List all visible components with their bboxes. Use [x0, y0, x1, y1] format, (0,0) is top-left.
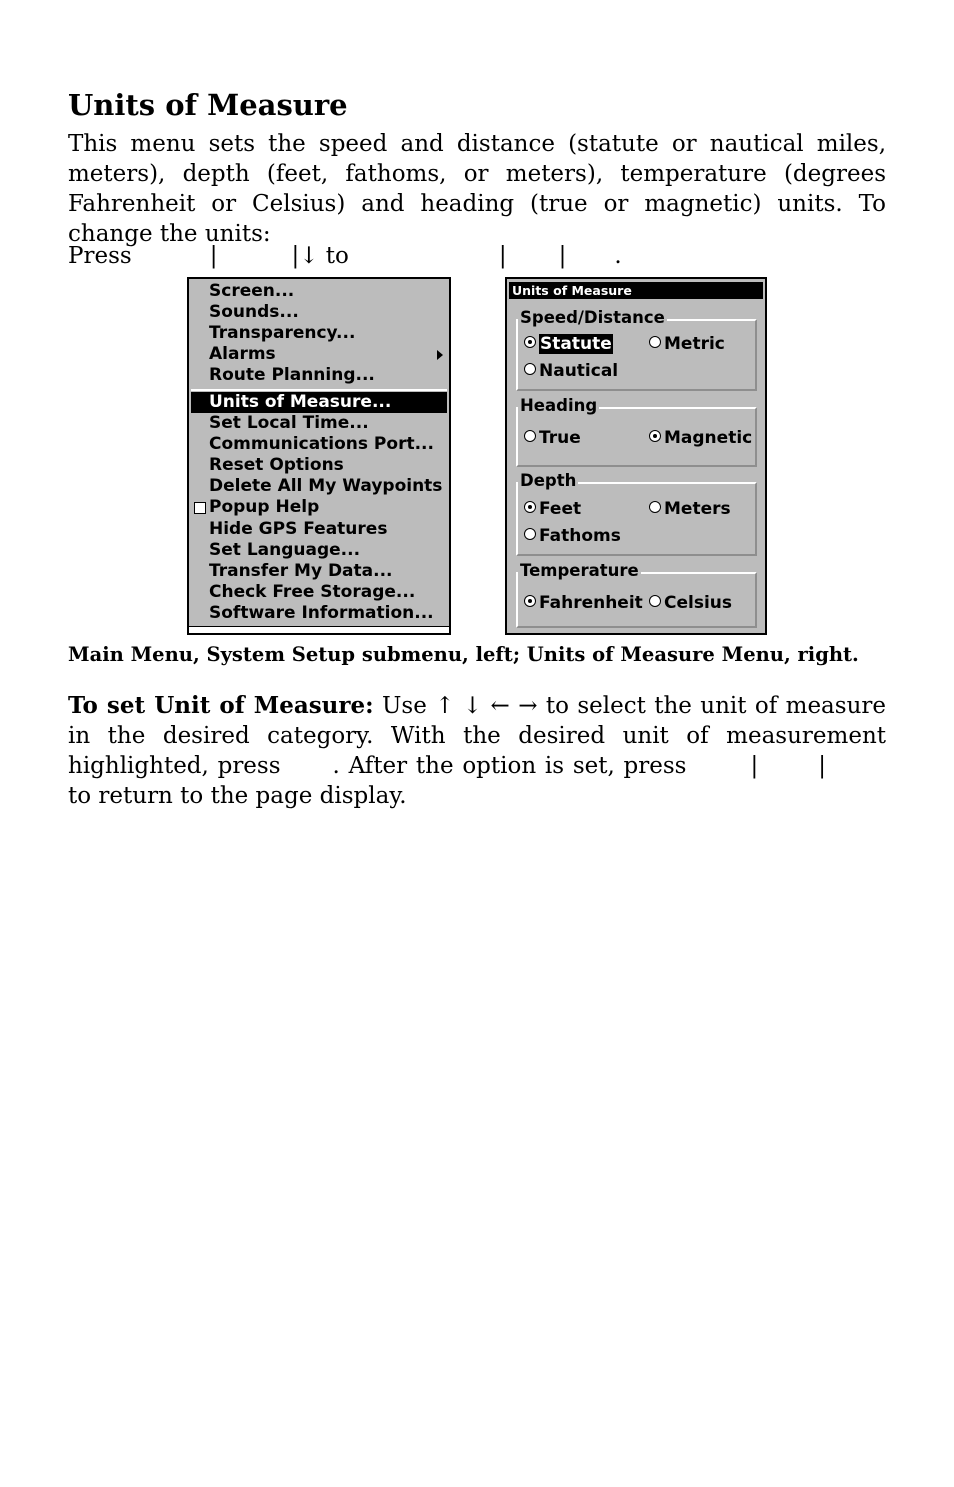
menu-item-hide-gps[interactable]: Hide GPS Features — [209, 519, 388, 539]
set-unit-paragraph — [68, 691, 886, 811]
menu-item-communications-port[interactable]: Communications Port... — [209, 434, 434, 454]
menu-item-reset-options[interactable]: Reset Options — [209, 455, 344, 475]
step-end: . — [614, 243, 622, 269]
true-label: True — [539, 428, 581, 448]
menu-item-delete-waypoints[interactable]: Delete All My Waypoints — [209, 476, 443, 496]
set-unit-label: To set Unit of Measure: — [68, 692, 374, 719]
menu-item-popup-help[interactable]: Popup Help — [209, 497, 320, 517]
depth-label: Depth — [520, 471, 577, 490]
menu-item-set-language[interactable]: Set Language... — [209, 540, 361, 560]
step-instruction — [68, 241, 622, 271]
option-celsius[interactable] — [649, 593, 732, 614]
figure-caption: Main Menu, System Setup submenu, left; Units of Measure Menu, right. — [68, 643, 859, 666]
radio-icon — [649, 595, 661, 607]
magnetic-label: Magnetic — [664, 428, 753, 448]
option-fahrenheit[interactable] — [524, 593, 643, 614]
option-fathoms[interactable] — [524, 526, 621, 547]
set-unit-bar-1: | — [750, 753, 759, 779]
temperature-label: Temperature — [520, 561, 639, 580]
intro-paragraph: This menu sets the speed and distance (statute or nautical miles, meters), depth (feet, fathoms, or meters), temperature (degrees Fahrenheit or Celsius) and heading (true or magnetic) units. To change the units: — [68, 131, 886, 247]
units-of-measure-dialog — [505, 277, 767, 635]
step-sep-1: | — [209, 243, 218, 269]
set-unit-text-2: . After the option is set, press — [332, 753, 687, 779]
feet-label: Feet — [539, 499, 582, 519]
section-heading: Units of Measure — [68, 88, 348, 122]
option-statute[interactable] — [524, 334, 613, 355]
radio-icon — [524, 528, 536, 540]
menu-item-set-local-time[interactable]: Set Local Time... — [209, 413, 369, 433]
menu-item-check-storage[interactable]: Check Free Storage... — [209, 582, 416, 602]
fahrenheit-label: Fahrenheit — [539, 593, 643, 613]
menu-item-transparency[interactable]: Transparency... — [209, 323, 356, 343]
step-sep-4: | — [558, 243, 567, 269]
fathoms-label: Fathoms — [539, 526, 621, 546]
step-sep-3: | — [498, 243, 507, 269]
nautical-label: Nautical — [539, 361, 619, 381]
speed-distance-label: Speed/Distance — [520, 308, 665, 327]
menu-item-sounds[interactable]: Sounds... — [209, 302, 299, 322]
menu-bottom-strip — [189, 626, 449, 633]
radio-icon — [524, 363, 536, 375]
menu-item-transfer-data[interactable]: Transfer My Data... — [209, 561, 393, 581]
set-unit-text-3: to return to the page display. — [68, 783, 407, 809]
option-feet[interactable] — [524, 499, 581, 520]
meters-label: Meters — [664, 499, 731, 519]
radio-selected-icon — [524, 336, 536, 348]
option-magnetic[interactable] — [649, 428, 752, 449]
menu-item-route-planning[interactable]: Route Planning... — [209, 365, 375, 385]
option-metric[interactable] — [649, 334, 725, 355]
popup-help-checkbox[interactable] — [194, 502, 206, 514]
option-true[interactable] — [524, 428, 581, 449]
radio-icon — [524, 430, 536, 442]
radio-selected-icon — [649, 430, 661, 442]
step-press: Press — [68, 243, 132, 269]
menu-item-units-label: Units of Measure... — [209, 392, 392, 412]
menu-item-screen[interactable]: Screen... — [209, 281, 295, 301]
radio-selected-icon — [524, 501, 536, 513]
option-nautical[interactable] — [524, 361, 618, 382]
dialog-title: Units of Measure — [509, 282, 763, 299]
set-unit-text-1: Use ↑ ↓ ← → to select the unit of measure in the desired category. With the desired unit of measurement highlighted, press — [68, 693, 886, 779]
statute-label: Statute — [540, 334, 612, 354]
menu-divider — [191, 389, 447, 391]
menu-item-units-of-measure[interactable] — [191, 392, 447, 413]
option-meters[interactable] — [649, 499, 731, 520]
system-setup-menu — [187, 277, 451, 635]
heading-label: Heading — [520, 396, 598, 415]
radio-icon — [649, 336, 661, 348]
menu-item-software-info[interactable]: Software Information... — [209, 603, 434, 623]
radio-selected-icon — [524, 595, 536, 607]
step-sep-2: |↓ to — [291, 243, 349, 269]
menu-item-alarms[interactable]: Alarms — [209, 344, 276, 364]
submenu-arrow-icon — [437, 350, 443, 360]
radio-icon — [649, 501, 661, 513]
celsius-label: Celsius — [664, 593, 732, 613]
set-unit-bar-2: | — [818, 753, 826, 779]
metric-label: Metric — [664, 334, 725, 354]
